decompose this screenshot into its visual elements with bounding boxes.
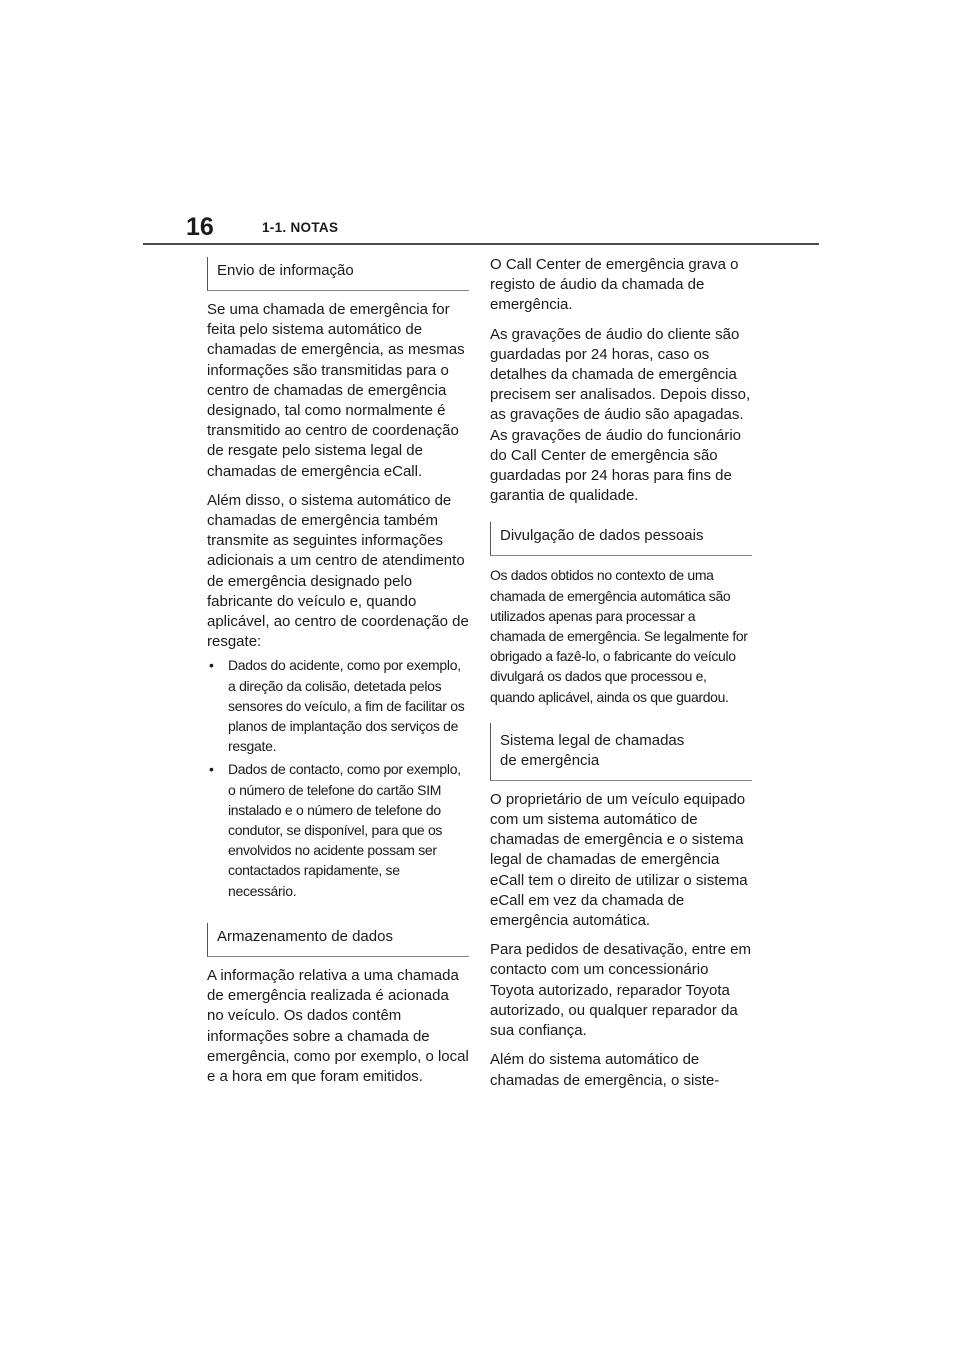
paragraph-alem-disso: Além disso, o sistema automático de chamadas de emergência também transmite as seguintes informações adicionais a um centro de atendimento de emergência designado pelo fabricante do veículo e, quando aplicável, ao centro de coordenação de resgate:	[207, 491, 469, 651]
heading-line: de emergência	[500, 751, 600, 769]
paragraph-gravacoes: As gravações de áudio do cliente são guardadas por 24 horas, caso os detalhes da chamada de emergência precisem ser analisados. Depois disso, as gravações de áudio são apagadas. As gravações de áudio do funcionário do Call Center de emergência são guardadas por 24 horas para fins de garantia de qualidade.	[490, 325, 751, 505]
right-column	[490, 257, 752, 1100]
paragraph-call-center: O Call Center de emergência grava o registo de áudio da chamada de emergência.	[490, 256, 739, 314]
paragraph-divulgacao: Os dados obtidos no contexto de uma chamada de emergência automática são utilizados apenas para processar a chamada de emergência. Se legalmente for obrigado a fazê-lo, o fabricante do veículo divulgará os dados que processou e, quando aplicável, ainda os que guardou.	[490, 567, 748, 705]
heading-envio-de-informacao: Envio de informação	[207, 257, 469, 291]
list-item: • Dados de contacto, como por exemplo, o número de telefone do cartão SIM instalado e o número de telefone do condutor, se disponível, para que os envolvidos no acidente possam ser contactados rapidamente, se necessário.	[207, 759, 469, 900]
bullet-list	[207, 655, 469, 900]
header-rule	[143, 243, 819, 245]
page-number: 16	[186, 213, 214, 241]
list-item: • Dados do acidente, como por exemplo, a direção da colisão, detetada pelos sensores do veículo, a fim de facilitar os planos de implantação dos serviços de resgate.	[207, 655, 469, 756]
left-column	[207, 257, 469, 1096]
paragraph-alem-do-sistema: Além do sistema automático de chamadas de emergência, o siste-	[490, 1051, 720, 1089]
paragraph-desativacao: Para pedidos de desativação, entre em contacto com um concessionário Toyota autorizado, reparador Toyota autorizado, ou qualquer reparador da sua confiança.	[490, 941, 751, 1040]
paragraph-proprietario: O proprietário de um veículo equipado com um sistema automático de chamadas de emergência e o sistema legal de chamadas de emergência eCall tem o direito de utilizar o sistema eCall em vez da chamada de emergência automática.	[490, 790, 748, 930]
heading-divulgacao-dados-pessoais: Divulgação de dados pessoais	[490, 522, 752, 556]
section-title: 1-1. NOTAS	[262, 220, 339, 235]
heading-sistema-legal	[490, 723, 752, 781]
paragraph-armazenamento: A informação relativa a uma chamada de emergência realizada é acionada no veículo. Os dados contêm informações sobre a chamada de emergência, como por exemplo, o local e a hora em que foram emitidos.	[207, 966, 469, 1085]
heading-line: Sistema legal de chamadas	[500, 731, 685, 749]
heading-armazenamento-de-dados: Armazenamento de dados	[207, 923, 469, 957]
paragraph-envio: Se uma chamada de emergência for feita pelo sistema automático de chamadas de emergência, as mesmas informações são transmitidas para o centro de chamadas de emergência designado, tal como normalmente é transmitido ao centro de coordenação de resgate pelo sistema legal de chamadas de emergência eCall.	[207, 301, 465, 480]
